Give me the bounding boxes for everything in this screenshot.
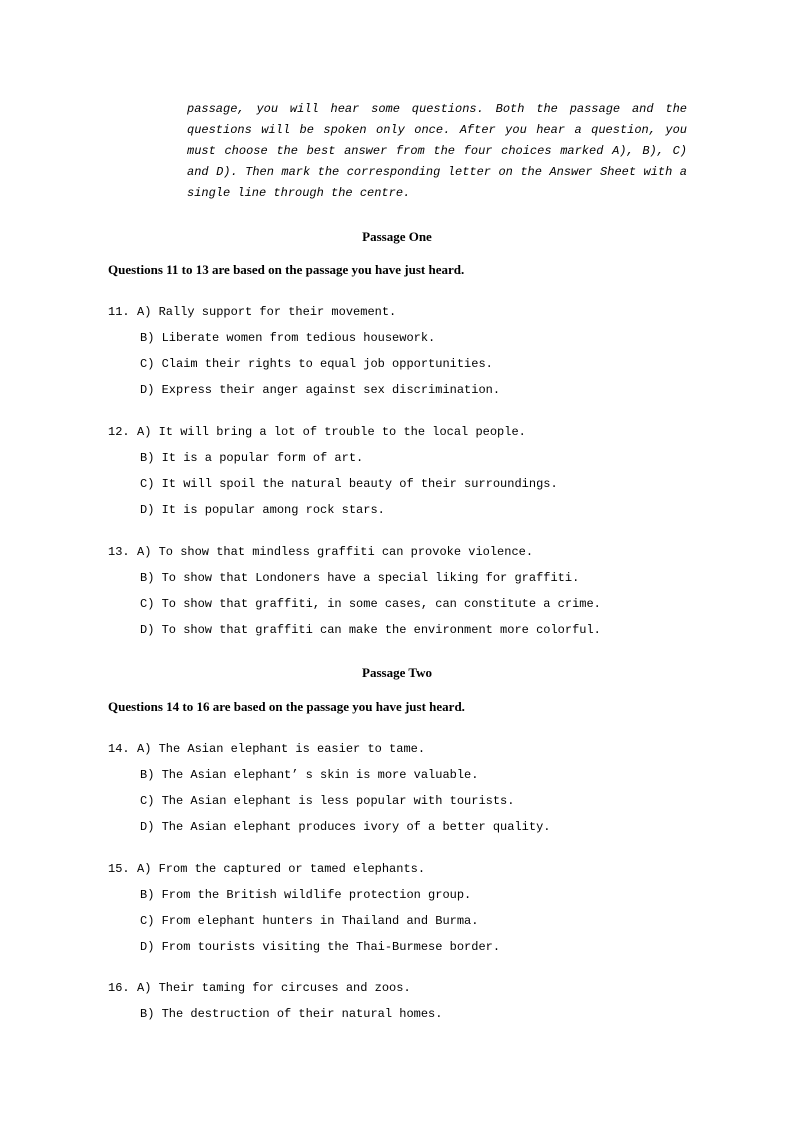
option-b: B) From the British wildlife protection group. xyxy=(140,888,472,902)
question-13 xyxy=(108,543,708,647)
passage-one-title: Passage One xyxy=(362,229,432,244)
option-b: B) The Asian elephant’ s skin is more valuable. xyxy=(140,768,479,782)
question-11 xyxy=(108,303,708,407)
option-a: A) Their taming for circuses and zoos. xyxy=(137,981,411,995)
question-number: 14. xyxy=(108,742,130,756)
option-b: B) Liberate women from tedious housework. xyxy=(140,331,436,345)
passage-two-title: Passage Two xyxy=(362,665,432,680)
option-a: A) The Asian elephant is easier to tame. xyxy=(137,742,426,756)
option-d: D) To show that graffiti can make the environment more colorful. xyxy=(140,623,601,637)
option-a: A) From the captured or tamed elephants. xyxy=(137,862,426,876)
option-b: B) It is a popular form of art. xyxy=(140,451,364,465)
question-number: 15. xyxy=(108,862,130,876)
option-c: C) Claim their rights to equal job opportunities. xyxy=(140,357,493,371)
option-a: A) To show that mindless graffiti can provoke violence. xyxy=(137,545,534,559)
question-number: 12. xyxy=(108,425,130,439)
question-12 xyxy=(108,423,708,527)
option-c: C) It will spoil the natural beauty of their surroundings. xyxy=(140,477,558,491)
option-b: B) The destruction of their natural homes. xyxy=(140,1007,443,1021)
option-c: C) To show that graffiti, in some cases, can constitute a crime. xyxy=(140,597,601,611)
option-d: D) The Asian elephant produces ivory of a better quality. xyxy=(140,820,551,834)
option-d: D) From tourists visiting the Thai-Burmese border. xyxy=(140,940,501,954)
passage-one-intro: Questions 11 to 13 are based on the passage you have just heard. xyxy=(108,262,465,277)
option-c: C) From elephant hunters in Thailand and Burma. xyxy=(140,914,479,928)
option-a: A) It will bring a lot of trouble to the local people. xyxy=(137,425,526,439)
question-15 xyxy=(108,860,708,964)
listening-instructions: passage, you will hear some questions. Both the passage and the questions will be spoken only once. After you hear a question, you must choose the best answer from the four choices marked A), B), C) and D). Then mark the corresponding letter on the Answer Sheet with a single line through the centre. xyxy=(187,102,687,200)
option-c: C) The Asian elephant is less popular with tourists. xyxy=(140,794,515,808)
question-number: 13. xyxy=(108,545,130,559)
option-b: B) To show that Londoners have a special liking for graffiti. xyxy=(140,571,580,585)
option-a: A) Rally support for their movement. xyxy=(137,305,397,319)
option-d: D) It is popular among rock stars. xyxy=(140,503,385,517)
question-number: 11. xyxy=(108,305,130,319)
passage-two-intro: Questions 14 to 16 are based on the passage you have just heard. xyxy=(108,699,465,714)
option-d: D) Express their anger against sex discrimination. xyxy=(140,383,501,397)
question-14 xyxy=(108,740,708,844)
question-16 xyxy=(108,979,708,1031)
question-number: 16. xyxy=(108,981,130,995)
